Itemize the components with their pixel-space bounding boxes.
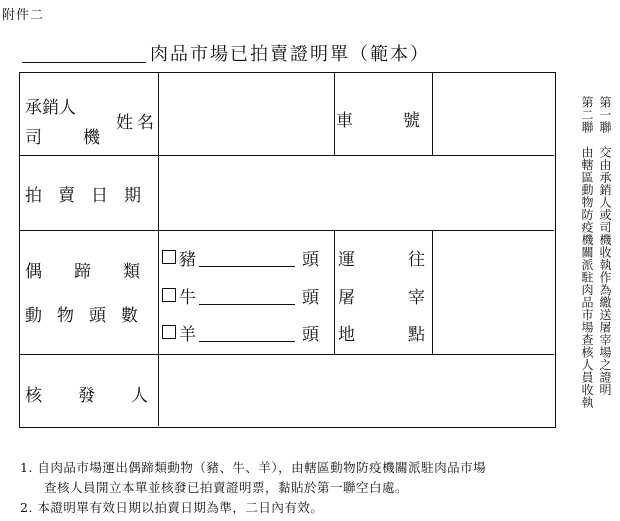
note-1: 1. 自肉品市場運出偶蹄類動物（豬、牛、羊），由轄區動物防疫機關派駐肉品市場	[20, 460, 487, 475]
vehicle-number-label: 車號	[336, 111, 470, 131]
auction-date-label: 拍賣日期	[25, 186, 157, 206]
pig-count-line[interactable]	[199, 266, 295, 267]
destination-char: 宰	[408, 288, 425, 308]
column-divider	[334, 73, 335, 155]
seller-label: 承銷人	[25, 98, 76, 118]
note-1-continued: 查核人員開立本單並核發已拍賣證明票，黏貼於第一聯空白處。	[44, 480, 409, 495]
row-divider	[20, 155, 554, 156]
form-title: 肉品市場已拍賣證明單（範本）	[150, 44, 430, 65]
cattle-checkbox[interactable]	[162, 288, 176, 302]
destination-field[interactable]	[434, 233, 552, 353]
copy-two-note: 第二聯 由轄區動物防疫機關派駐肉品市場查核人員收執	[580, 96, 594, 409]
name-field[interactable]	[160, 75, 332, 153]
sheep-label: 羊	[179, 325, 196, 345]
copy-distribution-note	[578, 96, 614, 456]
column-divider	[158, 73, 159, 426]
row-divider	[20, 230, 554, 231]
attachment-label: 附件二	[2, 8, 45, 23]
vehicle-number-field[interactable]	[434, 75, 552, 153]
issuer-label: 核發人	[25, 386, 184, 406]
title-blank-line[interactable]	[22, 62, 146, 63]
column-divider	[432, 230, 433, 354]
cattle-unit: 頭	[302, 288, 319, 308]
note-2: 2. 本證明單有效日期以拍賣日期為準，二日內有效。	[20, 500, 324, 515]
cattle-count-line[interactable]	[199, 304, 295, 305]
auction-date-field[interactable]	[160, 159, 552, 229]
animal-count-label: 動物頭數	[25, 306, 153, 326]
pig-label: 豬	[179, 250, 196, 270]
sheep-unit: 頭	[302, 325, 319, 345]
copy-one-note: 第一聯 交由承銷人或司機收執作為繳送屠宰場之證明	[598, 96, 612, 396]
driver-label: 司 機	[25, 128, 112, 148]
sheep-count-line[interactable]	[199, 341, 295, 342]
name-label: 姓名	[116, 113, 158, 133]
issuer-field[interactable]	[160, 357, 552, 425]
sheep-checkbox[interactable]	[162, 325, 176, 339]
hoofed-label: 偶蹄類	[25, 262, 172, 282]
destination-char: 屠	[338, 288, 355, 308]
destination-char: 點	[408, 325, 425, 345]
destination-char: 運	[338, 250, 355, 270]
destination-char: 地	[338, 325, 355, 345]
pig-unit: 頭	[302, 250, 319, 270]
cattle-label: 牛	[179, 288, 196, 308]
pig-checkbox[interactable]	[162, 250, 176, 264]
column-divider	[334, 230, 335, 354]
row-divider	[20, 354, 554, 355]
destination-char: 往	[408, 250, 425, 270]
certificate-form	[19, 72, 556, 428]
